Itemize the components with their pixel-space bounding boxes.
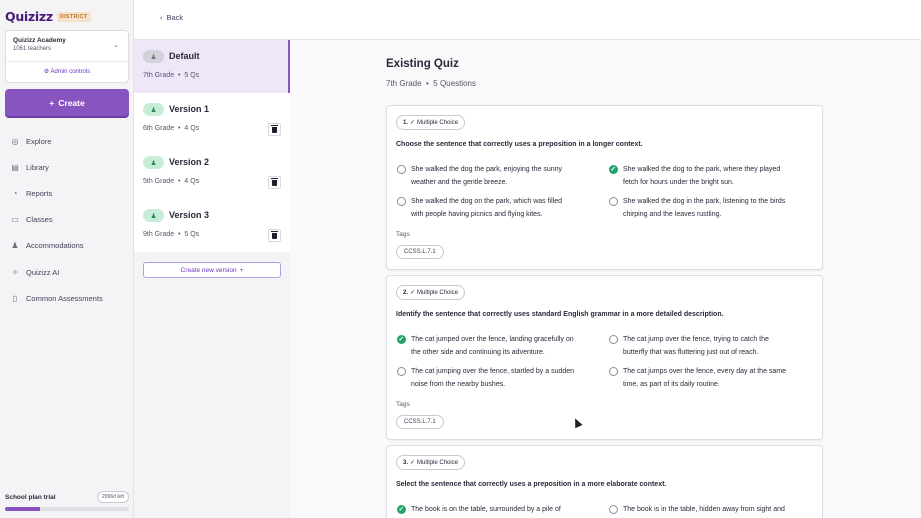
version-default[interactable]	[134, 40, 290, 93]
create-new-version-button[interactable]	[143, 262, 281, 278]
sidebar-item-classes[interactable]	[10, 207, 103, 233]
radio-icon	[609, 335, 618, 344]
top-bar	[134, 0, 921, 40]
answer-option: The cat jumps over the fence, every day at the same time, as part of its daily routine.	[609, 365, 819, 391]
answer-option-correct: ✓ The cat jumped over the fence, landing gracefully on the other side and continuing its adventure.	[397, 333, 597, 359]
delete-version-button[interactable]	[268, 123, 281, 136]
quiz-preview	[290, 40, 921, 518]
trial-progress-fill	[5, 507, 40, 511]
question-text: Select the sentence that correctly uses a preposition in a more elaborate context.	[396, 481, 667, 488]
question-text: Identify the sentence that correctly uses standard English grammar in a more detailed description.	[396, 311, 724, 318]
check-icon: ✓	[410, 460, 416, 466]
reports-icon: ◔	[12, 188, 18, 198]
ai-sparkle-icon: ✧	[11, 267, 19, 277]
sidebar-item-label: Library	[26, 162, 49, 172]
question-card[interactable]	[386, 445, 823, 518]
brand[interactable]	[5, 9, 91, 24]
sidebar-item-label: Explore	[26, 136, 52, 146]
sidebar-item-label: Common Assessments	[26, 293, 103, 303]
version-1[interactable]	[134, 93, 290, 146]
chevron-left-icon: ‹	[160, 13, 163, 22]
sidebar-item-label: Classes	[26, 215, 53, 225]
divider	[6, 61, 128, 62]
radio-icon	[609, 367, 618, 376]
trial-progress-bar	[5, 507, 129, 511]
answer-option-correct: ✓ She walked the dog to the park, where they played fetch for hours under the bright sun.	[609, 163, 819, 189]
answer-option: The book is in the table, hidden away from sight and	[609, 503, 819, 516]
org-teacher-count: 1061 teachers	[13, 46, 52, 52]
district-badge: DISTRICT	[57, 12, 91, 22]
version-2[interactable]	[134, 146, 290, 199]
question-card[interactable]	[386, 105, 823, 270]
tags-label: Tags	[396, 231, 410, 238]
answer-option: The cat jump over the fence, trying to catch the butterfly that was fluttering just out of reach.	[609, 333, 819, 359]
version-title: Default	[169, 51, 200, 61]
radio-icon	[609, 197, 618, 206]
versions-panel	[134, 40, 290, 518]
correct-check-icon	[397, 505, 406, 514]
quizizz-logo: Quizizz	[5, 9, 53, 24]
question-text: Choose the sentence that correctly uses a preposition in a longer context.	[396, 141, 643, 148]
accommodations-icon: ♟	[11, 241, 19, 251]
create-button[interactable]	[5, 89, 129, 116]
user-icon: ♟	[143, 50, 164, 63]
org-switcher[interactable]	[5, 30, 129, 83]
version-title: Version 3	[169, 210, 210, 220]
sidebar-item-library[interactable]	[10, 154, 103, 180]
create-version-label: Create new version	[180, 266, 237, 274]
classes-icon: ▭	[11, 215, 19, 225]
check-icon: ✓	[410, 290, 416, 296]
plus-icon: +	[239, 266, 244, 274]
version-title: Version 1	[169, 104, 210, 114]
radio-icon	[397, 165, 406, 174]
page-title: Existing Quiz	[386, 58, 459, 70]
chevron-down-icon[interactable]: ⌄	[113, 42, 119, 49]
version-3[interactable]	[134, 199, 290, 252]
trash-icon	[272, 233, 277, 239]
trial-label: School plan trial	[5, 494, 56, 501]
correct-check-icon	[397, 335, 406, 344]
question-type-badge: 2. ✓ Multiple Choice	[396, 285, 465, 300]
back-label: Back	[166, 13, 184, 22]
answer-option-correct: ✓ The book is on the table, surrounded by a pile of	[397, 503, 597, 516]
standard-tag: CCSS.L.7.1	[396, 415, 444, 429]
user-icon: ♟	[143, 103, 164, 116]
delete-version-button[interactable]	[268, 229, 281, 242]
version-meta: 7th Grade • 5 Qs	[143, 72, 200, 79]
compass-icon: ◎	[11, 136, 19, 146]
delete-version-button[interactable]	[268, 176, 281, 189]
user-icon: ♟	[143, 209, 164, 222]
version-meta: 9th Grade • 5 Qs	[143, 231, 200, 238]
correct-check-icon	[609, 165, 618, 174]
trash-icon	[272, 127, 277, 133]
sidebar-item-accommodations[interactable]	[10, 233, 103, 259]
radio-icon	[609, 505, 618, 514]
org-name: Quizizz Academy	[13, 37, 66, 44]
check-icon: ✓	[410, 120, 416, 126]
answer-option: She walked the dog in the park, listening to the birds chirping and the leaves rustling.	[609, 195, 819, 221]
answer-option: She walked the dog on the park, which was filled with people having picnics and flying kites.	[397, 195, 597, 221]
tags-label: Tags	[396, 401, 410, 408]
version-meta: 5th Grade • 4 Qs	[143, 178, 200, 185]
admin-controls-link[interactable]	[6, 68, 128, 75]
trash-icon	[272, 180, 277, 186]
sidebar-item-reports[interactable]	[10, 180, 103, 206]
standard-tag: CCSS.L.7.1	[396, 245, 444, 259]
gear-icon: ⚙	[43, 69, 50, 75]
answer-option: The cat jumping over the fence, startled by a sudden noise from the nearby bushes.	[397, 365, 597, 391]
question-type-badge: 1. ✓ Multiple Choice	[396, 115, 465, 130]
sidebar-item-label: Reports	[26, 188, 53, 198]
sidebar-item-common-assessments[interactable]	[10, 285, 103, 311]
sidebar-item-label: Accommodations	[26, 241, 84, 251]
plus-icon: +	[49, 97, 55, 108]
sidebar	[0, 0, 134, 518]
assessments-icon: ▯	[12, 293, 18, 303]
create-button-label: Create	[58, 97, 85, 108]
library-icon: ▤	[11, 162, 19, 172]
sidebar-item-explore[interactable]	[10, 128, 103, 154]
user-icon: ♟	[143, 156, 164, 169]
radio-icon	[397, 197, 406, 206]
version-meta: 6th Grade • 4 Qs	[143, 125, 200, 132]
quiz-meta: 7th Grade • 5 Questions	[386, 79, 476, 88]
question-card[interactable]	[386, 275, 823, 440]
back-button[interactable]	[160, 13, 183, 22]
version-title: Version 2	[169, 157, 210, 167]
sidebar-nav	[10, 128, 103, 311]
question-type-badge: 3. ✓ Multiple Choice	[396, 455, 465, 470]
trial-days-badge: 2096d left	[97, 491, 129, 503]
sidebar-item-label: Quizizz AI	[26, 267, 60, 277]
sidebar-item-quizizz-ai[interactable]	[10, 259, 103, 285]
answer-option: She walked the dog the park, enjoying the sunny weather and the gentle breeze.	[397, 163, 597, 189]
admin-controls-label: Admin controls	[50, 69, 91, 75]
radio-icon	[397, 367, 406, 376]
